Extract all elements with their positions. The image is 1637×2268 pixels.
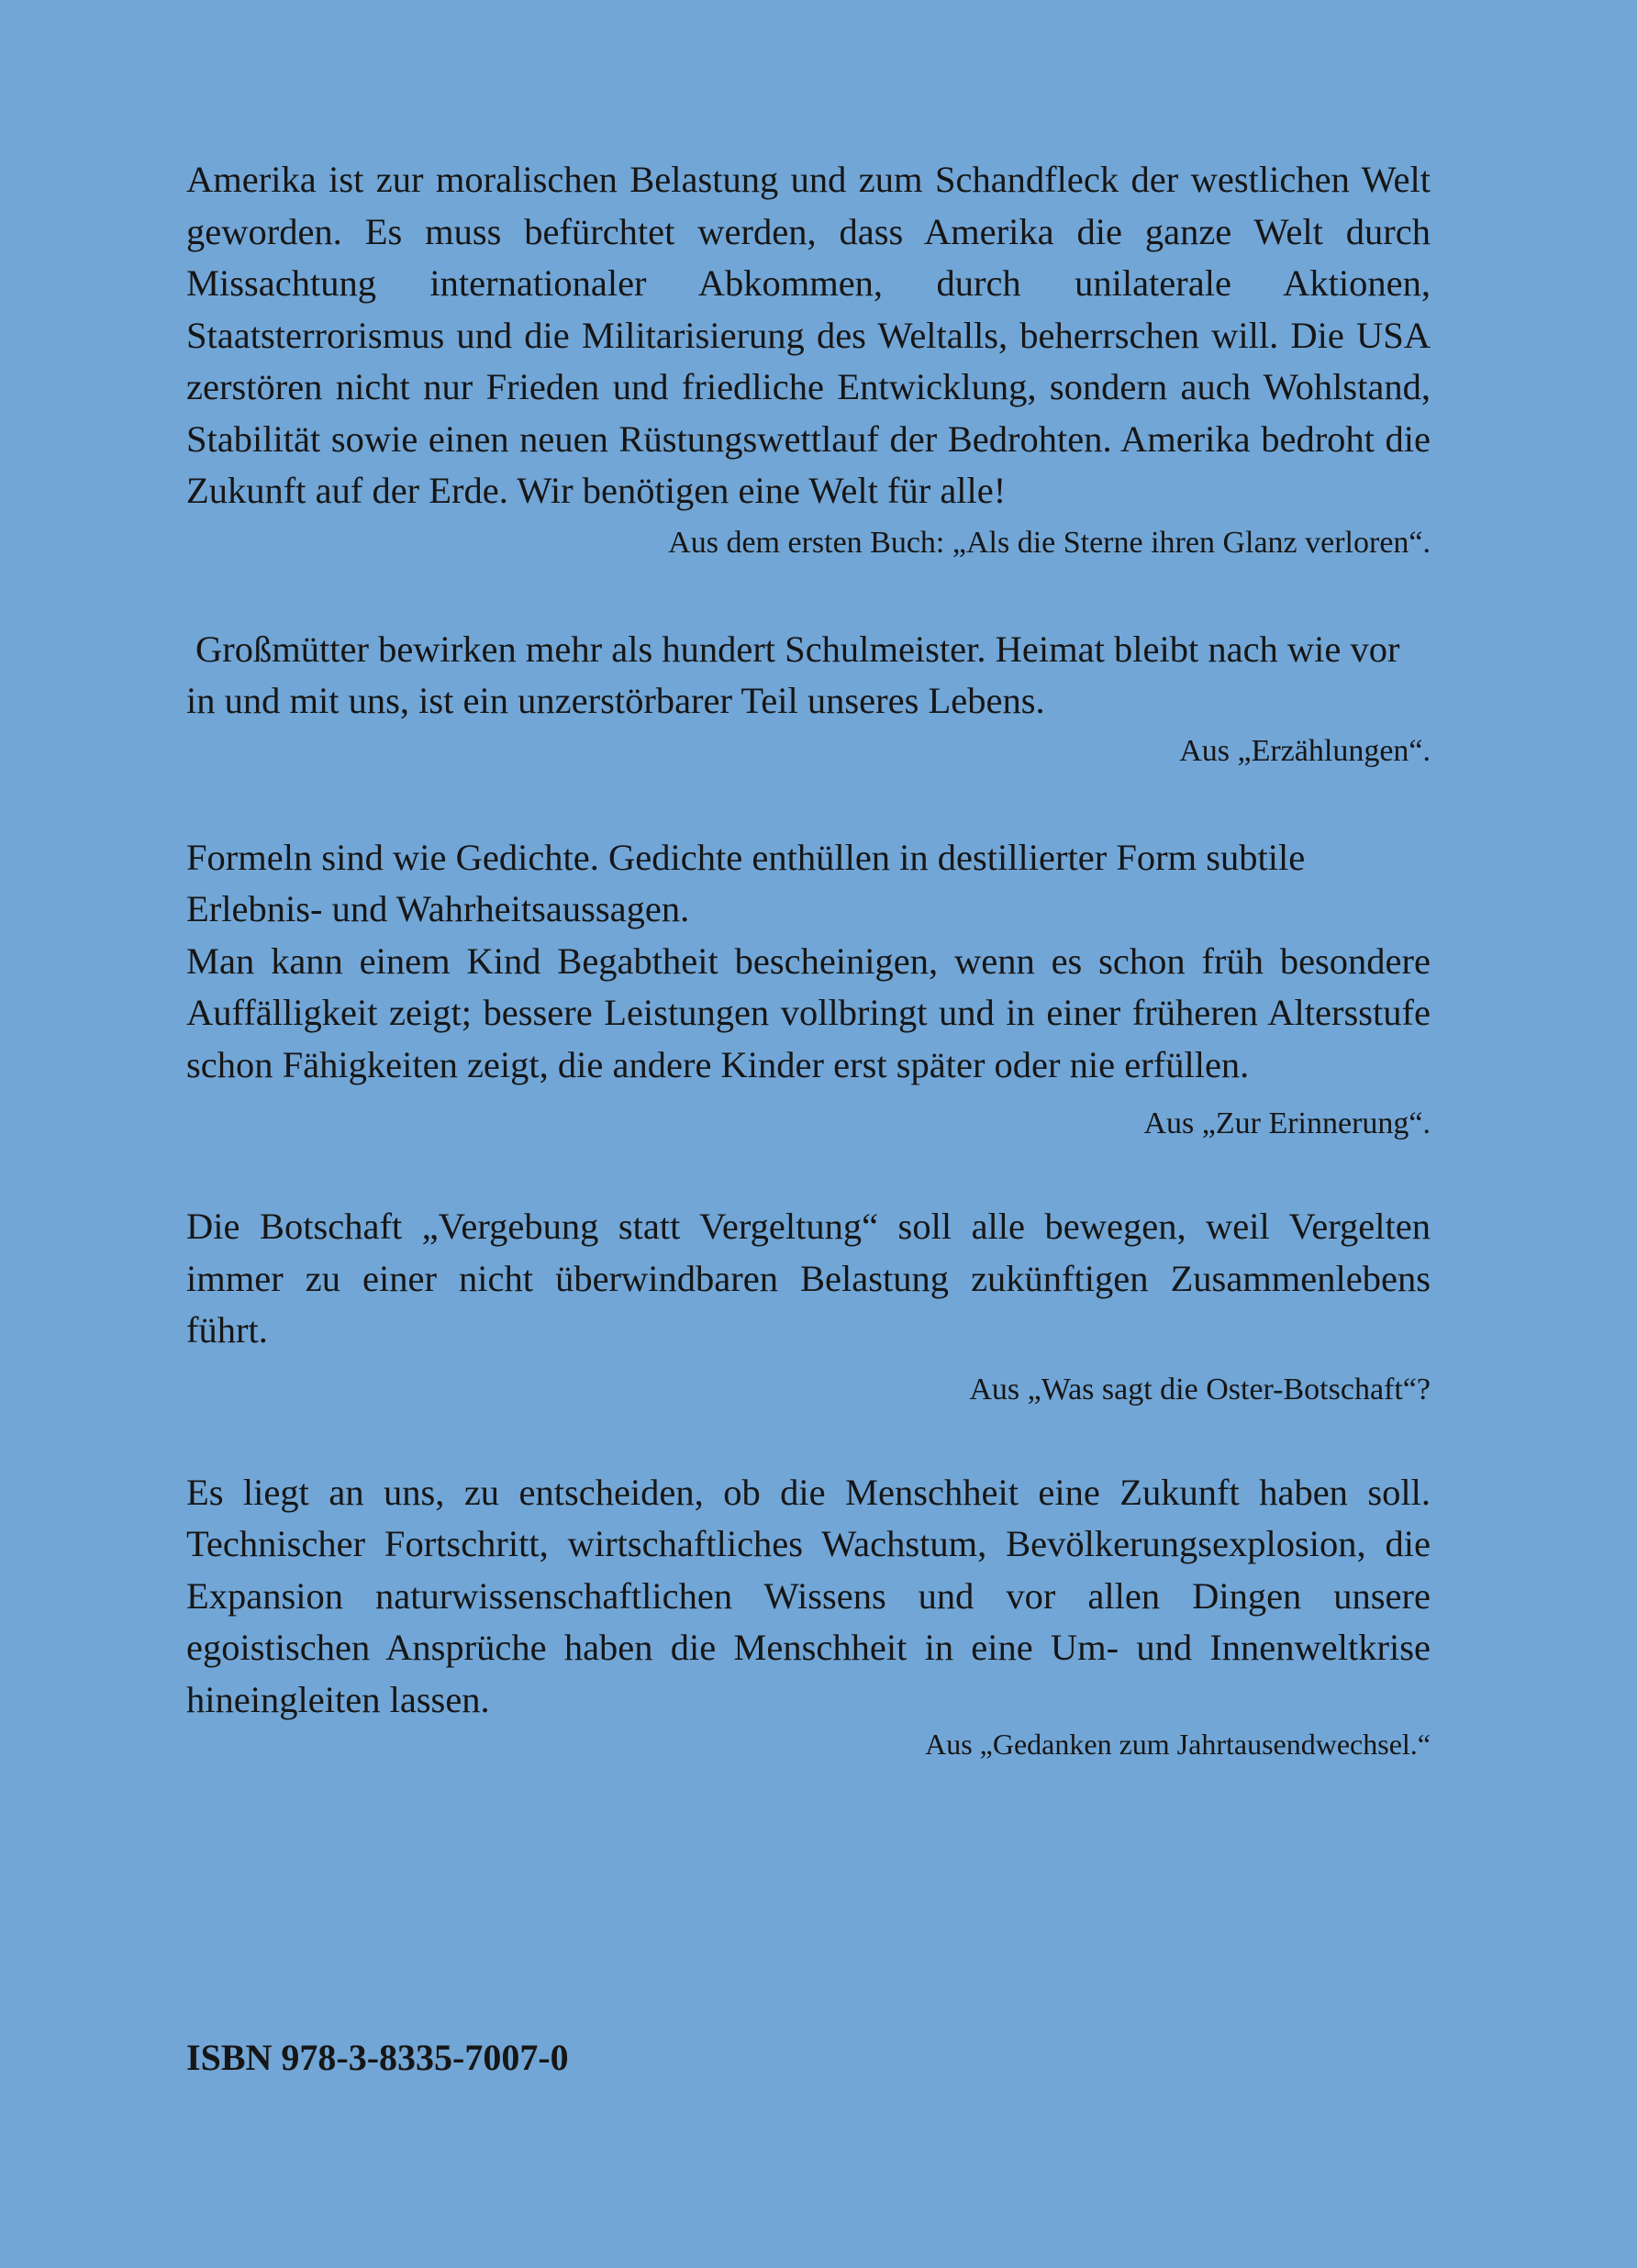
quote-3-paragraph-1: Formeln sind wie Gedichte. Gedichte enthüllen in destillierter Form subtile Erlebnis- und Wahrheitsaussagen. <box>186 836 1306 929</box>
quotes-block <box>186 154 1431 1762</box>
quote-1-paragraph: Amerika ist zur moralischen Belastung und zum Schandfleck der westlichen Welt geworden. Es muss befürchtet werden, dass Amerika die ganze Welt durch Missachtung internationaler Abkommen, durch unilaterale Aktionen, Staatsterrorismus und die Militarisierung des Weltalls, beherrschen will. Die USA zerstören nicht nur Frieden und friedliche Entwicklung, sondern auch Wohlstand, Stabilität sowie einen neuen Rüstungswettlauf der Bedrohten. Amerika bedroht die Zukunft auf der Erde. Wir benötigen eine Welt für alle! <box>186 159 1431 511</box>
quote-3-source: Aus „Zur Erinnerung“. <box>1143 1106 1431 1140</box>
quote-3-paragraph-2: Man kann einem Kind Begabtheit bescheinigen, wenn es schon früh besondere Auffälligkeit zeigt; bessere Leistungen vollbringt und in einer früheren Altersstufe schon Fähigkeiten zeigt, die andere Kinder erst später oder nie erfüllen. <box>186 939 1431 1085</box>
quote-5-source: Aus „Gedanken zum Jahrtausendwechsel.“ <box>925 1728 1431 1761</box>
quote-4-source: Aus „Was sagt die Oster-Botschaft“? <box>969 1372 1431 1406</box>
quote-4-paragraph: Die Botschaft „Vergebung statt Vergeltung“ soll alle bewegen, weil Vergelten immer zu einer nicht überwindbaren Belastung zukünftigen Zusammenlebens führt. <box>186 1206 1431 1351</box>
quote-2-paragraph: Großmütter bewirken mehr als hundert Schulmeister. Heimat bleibt nach wie vor in und mit uns, ist ein unzerstörbarer Teil unseres Lebens. <box>186 628 1400 721</box>
quote-5-paragraph: Es liegt an uns, zu entscheiden, ob die Menschheit eine Zukunft haben soll. Technischer Fortschritt, wirtschaftliches Wachstum, Bevölkerungsexplosion, die Expansion naturwissenschaftlichen Wissens und vor allen Dingen unsere egoistischen Ansprüche haben die Menschheit in eine Um- und Innenweltkrise hineingleiten lassen. <box>186 1471 1431 1720</box>
quote-1-source: Aus dem ersten Buch: „Als die Sterne ihren Glanz verloren“. <box>668 525 1431 560</box>
quote-2-source: Aus „Erzählungen“. <box>1179 733 1431 768</box>
isbn-number: ISBN 978-3-8335-7007-0 <box>186 2037 569 2078</box>
